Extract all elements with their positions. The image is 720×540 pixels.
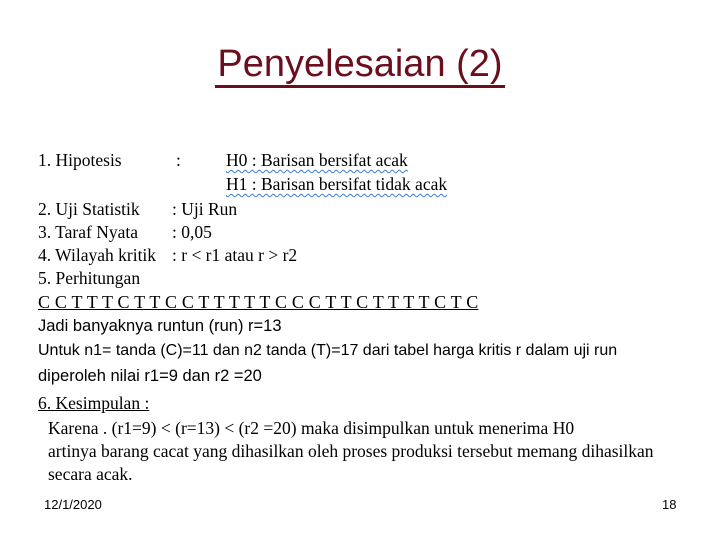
sign-sequence: C C T T T C T T C C T T T T T C C C T T C T T T T C T C: [38, 292, 479, 312]
h0-statement: H0 : Barisan bersifat acak: [226, 150, 408, 170]
significance-value: : 0,05: [172, 222, 212, 242]
n-values-line: Untuk n1= tanda (C)=11 dan n2 tanda (T)=17 dari tabel harga kritis r dalam uji run: [38, 342, 618, 359]
test-statistic-value: : Uji Run: [172, 199, 238, 219]
karena-line: Karena . (r1=9) < (r=13) < (r2 =20) maka disimpulkan untuk menerima H0: [48, 418, 575, 438]
r-values-line: diperoleh nilai r1=9 dan r2 =20: [38, 367, 262, 385]
runs-count-line: Jadi banyaknya runtun (run) r=13: [38, 317, 282, 335]
artinya-line: artinya barang cacat yang dihasilkan oleh proses produksi tersebut memang dihasilkan: [48, 441, 654, 461]
critical-region-value: : r < r1 atau r > r2: [172, 245, 298, 265]
conclusion-label: 6. Kesimpulan :: [38, 393, 150, 413]
test-statistic-label: 2. Uji Statistik: [38, 199, 140, 219]
calculation-label: 5. Perhitungan: [38, 268, 141, 288]
hypothesis-label: 1. Hipotesis: [38, 150, 122, 170]
slide-date: 12/1/2020: [44, 497, 102, 512]
critical-region-label: 4. Wilayah kritik: [38, 245, 157, 265]
slide-title: Penyelesaian (2): [0, 42, 720, 86]
h1-statement: H1 : Barisan bersifat tidak acak: [226, 174, 448, 194]
hypothesis-colon: :: [176, 150, 181, 170]
significance-label: 3. Taraf Nyata: [38, 222, 139, 242]
secara-acak-line: secara acak.: [48, 464, 133, 484]
slide-number: 18: [662, 497, 677, 512]
